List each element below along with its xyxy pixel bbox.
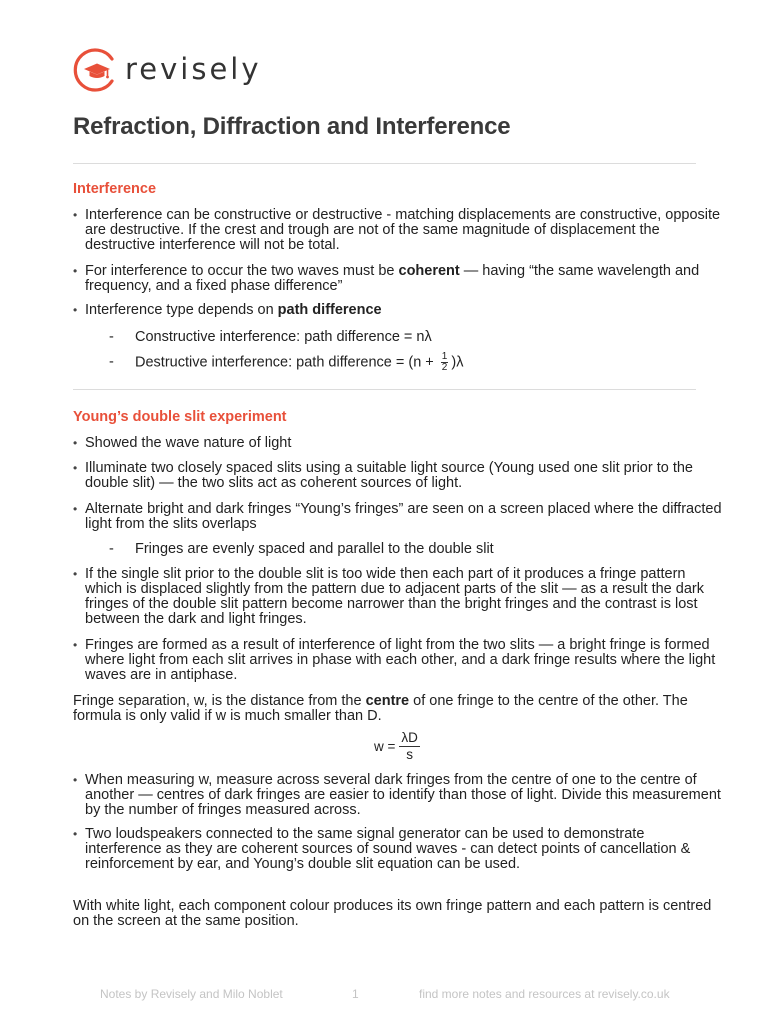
term-coherent: coherent	[398, 263, 460, 279]
term-centre: centre	[365, 693, 410, 709]
bullet-icon: •	[73, 303, 78, 317]
formula-fraction: $\frac{\lambda D}{s}$	[401, 730, 418, 762]
footer-credit: Notes by Revisely and Milo Noblet	[100, 987, 283, 1001]
logo-wordmark: revisely	[125, 51, 262, 86]
fringe-separation-formula: w = $\frac{\lambda D}{s}$	[374, 730, 418, 762]
sub-list-item: - Destructive interference: path difference = (n + $\frac{1}{2}$ )λ	[109, 351, 464, 373]
bullet-icon: •	[73, 773, 78, 787]
sub-list-item: - Fringes are evenly spaced and parallel to the double slit	[109, 541, 494, 557]
bullet-icon: •	[73, 567, 78, 581]
paragraph-fringe-separation: Fringe separation, w, is the distance from the centre of one fringe to the centre of the other. The formula is only valid if w is much smaller than D.	[73, 693, 688, 724]
bullet-icon: •	[73, 461, 78, 475]
page-title: Refraction, Diffraction and Interference	[73, 113, 511, 140]
list-item: • Fringes are formed as a result of interference of light from the two slits — a bright fringe is formed where light from each slit arrives in phase with each other, and a dark fringe results where the light waves are in antiphase.	[73, 637, 716, 683]
sub-list-item: - Constructive interference: path difference = nλ	[109, 329, 432, 345]
list-item: • When measuring w, measure across several dark fringes from the centre of one to the centre of another — centres of dark fringes are easier to identify than those of light. Divide this measurement by the number of fringes measured across.	[73, 772, 721, 818]
term-path-difference: path difference	[277, 302, 382, 318]
graduation-cap-icon	[72, 45, 122, 95]
list-item: • For interference to occur the two waves must be coherent — having “the same wavelength and frequency, and a fixed phase difference”	[73, 263, 700, 294]
paragraph-white-light: With white light, each component colour produces its own fringe pattern and each pattern is centred on the screen at the same position.	[73, 898, 712, 929]
bullet-icon: •	[73, 638, 78, 652]
bullet-icon: •	[73, 502, 78, 516]
list-item: • Interference type depends on path difference	[73, 302, 382, 318]
footer-link[interactable]: find more notes and resources at revisely.co.uk	[419, 987, 670, 1001]
dash-marker: -	[109, 354, 114, 371]
bullet-icon: •	[73, 264, 78, 278]
divider	[73, 163, 696, 164]
list-item: • Interference can be constructive or destructive - matching displacements are constructive, opposite are destructive. If the crest and trough are not of the same magnitude of displacement the destructive interference will not be total.	[73, 207, 721, 253]
list-item: • Alternate bright and dark fringes “Young’s fringes” are seen on a screen placed where the diffracted light from the slits overlaps	[73, 501, 722, 532]
divider	[73, 389, 696, 390]
bullet-icon: •	[73, 208, 78, 222]
list-item: • If the single slit prior to the double slit is too wide then each part of it produces a fringe pattern which is displaced slightly from the pattern due to adjacent parts of the slit — as a result the dark fringes of the double slit pattern become narrower than the bright fringes and the contrast is lost between the dark and light fringes.	[73, 566, 704, 627]
list-item: • Showed the wave nature of light	[73, 435, 292, 451]
section-heading-youngs: Young’s double slit experiment	[73, 409, 287, 425]
bullet-icon: •	[73, 436, 78, 450]
list-item: • Two loudspeakers connected to the same signal generator can be used to demonstrate interference as they are coherent sources of sound waves - can detect points of cancellation & reinforcement by ear, and Young’s double slit equation can be used.	[73, 826, 691, 872]
section-heading-interference: Interference	[73, 181, 157, 197]
fraction-half: $\frac{1}{2}$	[441, 351, 448, 373]
footer-page-number: 1	[352, 987, 359, 1001]
dash-marker: -	[109, 541, 114, 557]
dash-marker: -	[109, 329, 114, 345]
revisely-logo[interactable]	[72, 44, 262, 96]
bullet-icon: •	[73, 827, 78, 841]
list-item: • Illuminate two closely spaced slits using a suitable light source (Young used one slit prior to the double slit) — the two slits act as coherent sources of light.	[73, 460, 693, 491]
